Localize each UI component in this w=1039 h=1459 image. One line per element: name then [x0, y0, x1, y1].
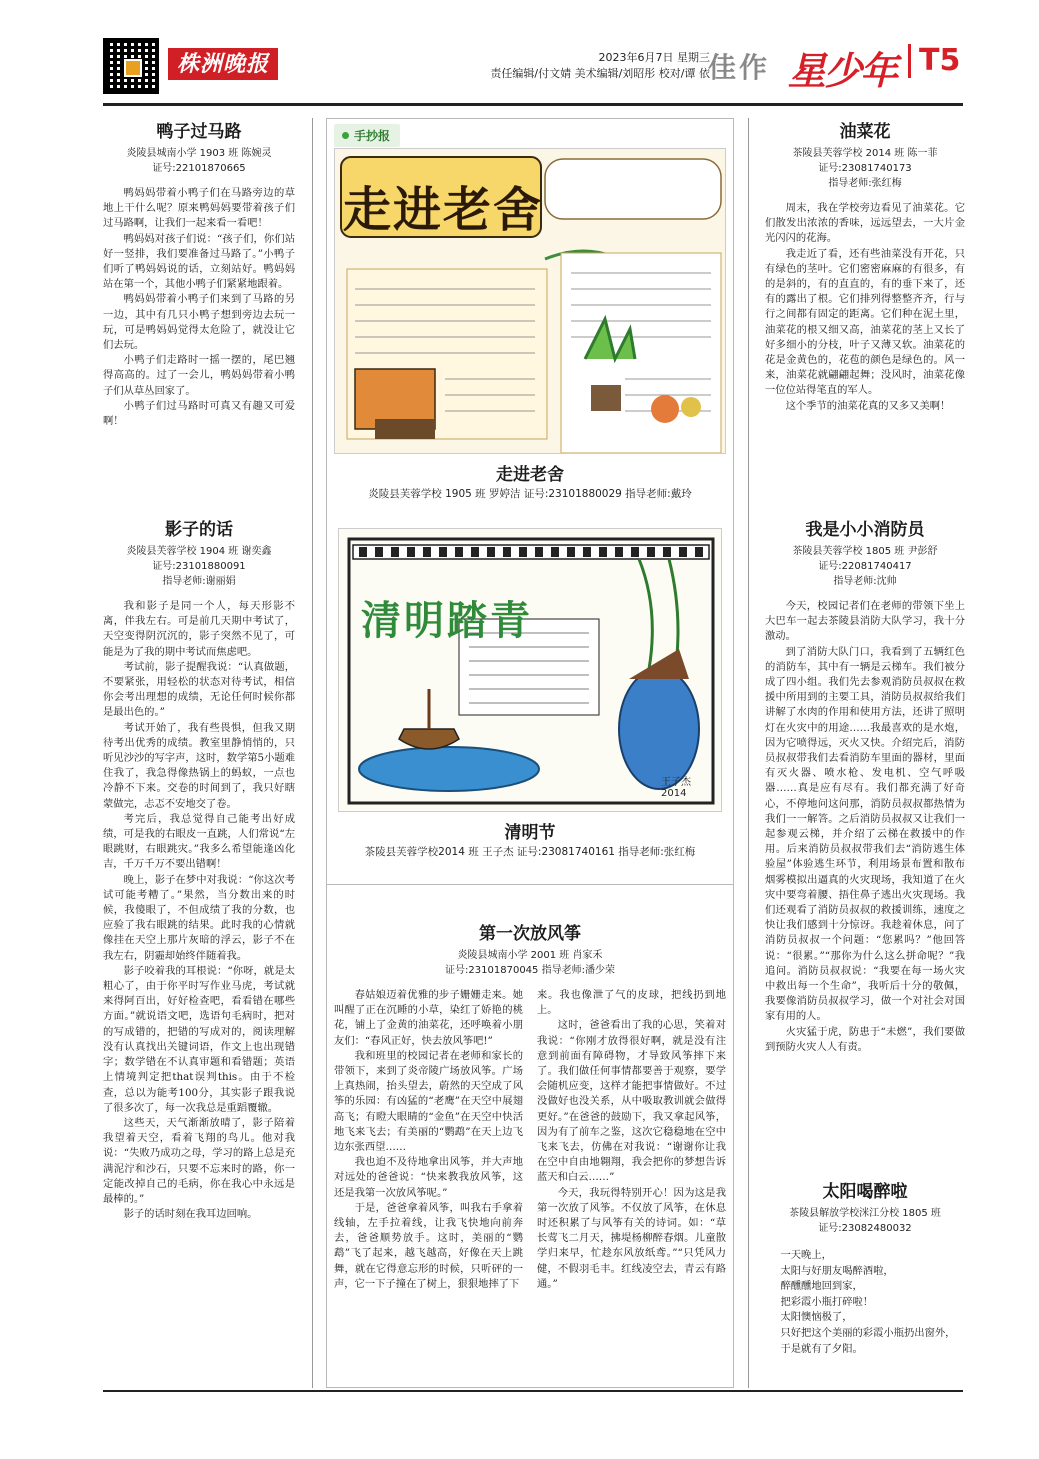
article-school: 茶陵县解放学校洣江分校 1805 班 [789, 1208, 941, 1219]
poster-image-qingming [338, 528, 722, 812]
article-body: 周末，我在学校旁边看见了油菜花。它们散发出浓浓的香味，远远望去，一大片金光闪闪的花海。 我走近了看，还有些油菜没有开花，只有绿色的茎叶。它们密密麻麻的有很多，有的是斜的，有的直直的，有的垂下来了，还有的露出了根。它们排列得整整齐齐，行与行之间都有固定的距离。它们种在泥土里，油菜花的根又细又高，油菜花的茎上又长了好多细小的分枝，叶子又薄又软。油菜花的花是金黄色的，花苞的颜色是绿色的。风一来，油菜花就翩翩起舞；没风时，油菜花像一位位站得笔直的军人。 这个季节的油菜花真的又多又美啊！ [765, 202, 965, 412]
article-school: 炎陵县城南小学 1903 班 陈婉灵 [126, 148, 272, 159]
header-rule [103, 103, 963, 106]
article-duck [103, 120, 295, 429]
article-id: 证号:23101870045 指导老师:潘少荣 [445, 965, 615, 976]
poster-caption-byline: 炎陵县芙蓉学校 1905 班 罗婷洁 证号:23101880029 指导老师:戴玲 [368, 488, 692, 500]
article-columns [334, 988, 726, 1292]
article-title: 我是小小消防员 [805, 520, 925, 540]
date-line: 2023年6月7日 星期三 [598, 51, 710, 64]
poster-heading: 走进老舍 [343, 182, 544, 238]
poster-caption-title: 清明节 [504, 823, 556, 843]
article-kite [334, 922, 726, 1292]
header-meta [480, 50, 710, 82]
editors-line: 责任编辑/付文婧 美术编辑/刘昭彤 校对/谭 依 [490, 67, 710, 80]
section-name: 佳作 [708, 51, 771, 84]
article-body-left: 春姑娘迈着优雅的步子姗姗走来。她叫醒了正在沉睡的小草，染红了娇艳的桃花，铺上了金黄的油菜花，还呼唤着小朋友们：“春风正好，快去放风筝吧!” 我和班里的校园记者在老师和家长的带领下，来到了炎帝陵广场放风筝。广场上真热闹，抬头望去，蔚然的天空成了风筝的乐园：有凶猛的“老鹰”在天空中展翅高飞；有瞪大眼睛的“金鱼”在天空中快活地飞来飞去；有美丽的“鹦鹉”在天上边飞边东张西望…… 我也迫不及待地拿出风筝，并大声地对远处的爸爸说：“快来教我放风筝，这还是我第一次放风筝呢。” 于是，爸爸拿着风筝，叫我右手拿着线轴，左手拉着线，让我飞快地向前奔去，爸爸顺势放手。这时，美丽的“鹦鹉”飞了起来，越飞越高，好像在天上跳舞，就在它得意忘形的时候，只听砰的一声，它一下子撞在了树上，狠狠地摔了下 [334, 989, 523, 1290]
article-body: 鸭妈妈带着小鸭子们在马路旁边的草地上干什么呢？原来鸭妈妈要带着孩子们过马路啊，让我们一起来看一看吧！ 鸭妈妈对孩子们说：“孩子们，你们站好一竖排，我们要准备过马路了。”小鸭子们听了鸭妈妈说的话，立刻站好。鸭妈妈站在第一个，其他小鸭子们紧紧地跟着。 鸭妈妈带着小鸭子们来到了马路的另一边，其中有几只小鸭子想到旁边去玩一玩，可是鸭妈妈觉得太危险了，就没让它们去玩。 小鸭子们走路时一摇一摆的，尾巴翘得高高的。过了一会儿，鸭妈妈带着小鸭子们从草丛回家了。 小鸭子们过马路时可真又有趣又可爱啊！ [103, 187, 295, 428]
article-title: 油菜花 [839, 122, 891, 142]
article-id: 证号:22081740417 [818, 561, 912, 572]
footer-rule [103, 1390, 963, 1392]
poster-drawing [339, 529, 722, 812]
article-body: 我和影子是同一个人，每天形影不离，伴我左右。可是前几天期中考试了，天空变得阴沉沉的，影子突然不见了，可能是为了我的期中考试而焦虑吧。 考试前，影子提醒我说：“认真做题，不要紧张，用轻松的状态对待考试，相信你会考出理想的成绩，无论任何时候你都是最出色的。” 考试开始了，我有些畏惧，但我又期待考出优秀的成绩。教室里静悄悄的，只听见沙沙的写字声，这时，数学第5小题难住我了，我急得像热锅上的蚂蚁，一点也冷静不下来。交卷的时间到了，我只好瞎蒙做完，忐忑不安地交了卷。 考完后，我总觉得自己能考出好成绩，可是我的右眼皮一直跳，人们常说“左眼跳财，右眼跳灾。”我多么希望能逢凶化吉，千万千万不要出错啊！ 晚上，影子在梦中对我说：“你这次考试可能考糟了。”果然，当分数出来的时候，我傻眼了，不但成绩了我的分数，也应验了我右眼跳的结果。此时我的心情就像挂在天空上那片灰暗的浮云，影子不在我左右，阴霾却始终伴随着我。 影子咬着我的耳根说：“你呀，就是太粗心了，由于你平时写作业马虎，考试就来得阿百出，好好检查吧，看看错在哪些方面。”就说语文吧，选语句毛病时，把对的写成错的，把错的写成对的，阅读理解没有认真找出关键词语，作文上也出现错字；数学错在不认真审题和看错题；英语上情境判定把that误判this。由于不检查，总以为能考100分，其实影子跟我说了很多次了，每一次我总是重蹈覆辙。 这些天，天气渐渐放晴了，影子陪着我望着天空，看着飞翔的鸟儿。他对我说：“失败乃成功之母，学习的路上总是充满泥泞和沙石，只要不忘来时的路，你一定能改掉自己的毛病，你在我心中永远是最棒的。” 影子的话时刻在我耳边回响。 [103, 600, 295, 1221]
article-school: 炎陵县城南小学 2001 班 肖家禾 [457, 950, 603, 961]
article-title: 太阳喝醉啦 [822, 1182, 908, 1202]
page-header [0, 0, 1039, 110]
article-body-right: 来。我也像泄了气的皮球，把线扔到地上。 这时，爸爸看出了我的心思，笑着对我说：“你刚才放得很好啊，就是没有注意到前面有障碍物，才导致风筝摔下来了。我们做任何事情都要善于观察，要学会随机应变，这样才能把事情做好。不过没做好也没关系，从中吸取教训就会做得更好。”在爸爸的鼓励下，我又拿起风筝，因为有了前车之鉴，这次它稳稳地在空中飞来飞去，仿佛在对我说：“谢谢你让我在空中自由地翱翔，我会把你的梦想告诉蓝天和白云……” 今天，我玩得特别开心！因为这是我第一次放了风筝。不仅放了风筝，在休息时还积累了与风筝有关的诗词。如：“草长莺飞二月天，拂堤杨柳醉春烟。儿童散学归来早，忙趁东风放纸鸢。”“只凭风力健，不假羽毛丰。红线凌空去，青云有路通。” [537, 989, 726, 1290]
column-divider [312, 118, 313, 1388]
poster-caption-title: 走进老舍 [496, 465, 564, 485]
poem-body: 一天晚上， 太阳与好朋友喝醉酒啦， 醉醺醺地回到家， 把彩霞小瓶打碎啦！ 太阳懊恼极了， 只好把这个美丽的彩霞小瓶扔出窗外， 于是就有了夕阳。 [780, 1249, 956, 1355]
poster-signature: 王子杰 2014 [661, 777, 691, 799]
article-rapeseed [765, 120, 965, 414]
article-firefighter [765, 518, 965, 1055]
section-tag: 手抄报 [334, 124, 400, 147]
center-divider [327, 884, 733, 885]
article-body: 今天，校园记者们在老师的带领下坐上大巴车一起去茶陵县消防大队学习，我十分激动。 到了消防大队门口，我看到了五辆红色的消防车，其中有一辆是云梯车。我们被分成了四小组。我们先去参观消防员叔叔在救援中所用到的主要工具，消防员叔叔给我们讲解了水肉的作用和使用方法，还讲了照明灯在火灾中的用途……我最喜欢的是水炮，因为它喷得远，灭火又快。介绍完后，消防员叔叔带我们去看消防车里面的器材，里面有灭火器、喷水枪、发电机、空气呼吸器……真是应有尽有。我们都充满了好奇心，不停地问这问那，消防员叔叔都热情为我们一一解答。之后消防员叔叔又让我们一起参观云梯，并介绍了云梯在救援中的作用。后来消防员叔叔带我们去“消防逃生体验屋”体验逃生环节，利用场景布置和散布烟雾模拟出逼真的火灾现场，我知道了在火灾中要弯着腰、捂住鼻子逃出火灾现场。我们还观看了消防员叔叔的救援训练，速度之快让我们感到十分惊讶。我趁着休息，问了消防员叔叔一个问题：“您累吗？”他回答说：“很累。”“那你为什么这么拼命呢？”我追问。消防员叔叔说：“我要在每一场火灾中救出每一个生命”，我听后十分的敬佩，我要像消防员叔叔学习，做一个对社会对国家有用的人。 火灾猛于虎，防患于“未燃”，我们要做到预防火灾人人有责。 [765, 600, 965, 1053]
qr-code[interactable] [103, 38, 159, 94]
poster-caption-byline: 茶陵县芙蓉学校2014 班 王子杰 证号:23081740161 指导老师:张红梅 [364, 846, 696, 858]
article-id: 证号:23082480032 [818, 1223, 912, 1234]
article-title: 影子的话 [165, 520, 233, 540]
poster-image-laoshe [334, 148, 726, 454]
article-id: 证号:23101880091 [152, 561, 246, 572]
article-sun [765, 1180, 965, 1357]
article-teacher: 指导老师:谢丽娟 [162, 576, 236, 587]
brand-logo: 星少年 [788, 49, 897, 93]
article-id: 证号:22101870665 [152, 163, 246, 174]
article-school: 茶陵县芙蓉学校 2014 班 陈一菲 [792, 148, 938, 159]
poster-heading: 清明踏青 [361, 598, 533, 644]
page-number: T5 [908, 44, 960, 78]
article-school: 炎陵县芙蓉学校 1904 班 谢奕鑫 [126, 546, 272, 557]
article-title: 第一次放风筝 [479, 924, 581, 944]
article-teacher: 指导老师:沈帅 [833, 576, 897, 587]
article-shadow [103, 518, 295, 1222]
newspaper-logo: 株洲晚报 [168, 48, 278, 80]
tag-dot-icon [342, 132, 349, 139]
article-id: 证号:23081740173 [818, 163, 912, 174]
article-title: 鸭子过马路 [156, 122, 242, 142]
column-divider [748, 118, 749, 1388]
article-teacher: 指导老师:张红梅 [828, 178, 902, 189]
article-school: 茶陵县芙蓉学校 1805 班 尹彭舒 [792, 546, 938, 557]
